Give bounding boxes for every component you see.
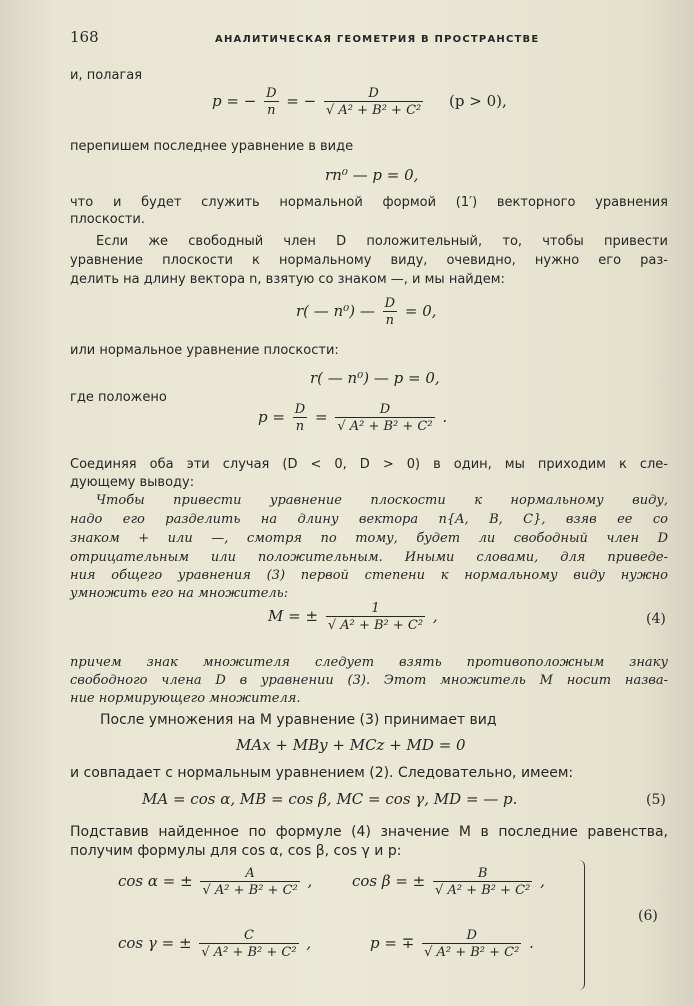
formula-multiplied: MAx + MBy + MCz + MD = 0: [236, 736, 466, 754]
text-line: дующему выводу:: [70, 475, 195, 490]
text-line: Соединяя оба эти случая (D < 0, D > 0) в один, мы приходим к сле-: [70, 457, 668, 472]
text-line: получим формулы для cos α, cos β, cos γ и p:: [70, 843, 402, 859]
formula-cos-alpha: cos α = ± $\frac{A}{\text{√ A² + B² + C²}}$ ,: [118, 866, 313, 898]
formula-normal-form: rn⁰ — p = 0,: [325, 166, 419, 184]
italic-line: умножить его на множитель:: [70, 586, 289, 601]
italic-line: отрицательным или положительным. Иными словами, для приведе-: [70, 550, 668, 565]
text-line: и, полагая: [70, 68, 143, 83]
italic-line: свободного члена D в уравнении (3). Этот множитель M носит назва-: [70, 673, 668, 688]
formula-normalizing-factor: M = ± $\frac{1}{\text{√ A² + B² + C²}}$ ,: [268, 601, 438, 633]
italic-line: причем знак множителя следует взять противоположным знаку: [70, 655, 668, 670]
text-line: плоскости.: [70, 212, 146, 227]
formula-p: p = − $\frac{D}{n}$ = − $\frac{D}{\text{√ A² + B² + C²}}$ (p > 0),: [212, 86, 507, 118]
italic-line: ние нормирующего множителя.: [70, 691, 301, 706]
text-line: что и будет служить нормальной формой (1′) векторного уравнения: [70, 195, 668, 210]
formula-cosines: MA = cos α, MB = cos β, MC = cos γ, MD = — p.: [142, 790, 518, 808]
text-line: уравнение плоскости к нормальному виду, очевидно, нужно его раз-: [70, 253, 668, 268]
italic-line: ния общего уравнения (3) первой степени к нормальному виду нужно: [70, 568, 668, 583]
text-line: Подставив найденное по формуле (4) значение M в последние равенства,: [70, 824, 668, 840]
running-head: АНАЛИТИЧЕСКАЯ ГЕОМЕТРИЯ В ПРОСТРАНСТВЕ: [215, 34, 540, 45]
text-line: или нормальное уравнение плоскости:: [70, 343, 339, 358]
formula-cos-beta: cos β = ± $\frac{B}{\text{√ A² + B² + C²}}$ ,: [352, 866, 545, 898]
formula-p-positive: p = $\frac{D}{n}$ = $\frac{D}{\text{√ A² + B² + C²}}$ .: [258, 402, 448, 434]
italic-line: Чтобы привести уравнение плоскости к нормальному виду,: [96, 493, 668, 508]
text-line: и совпадает с нормальным уравнением (2). Следовательно, имеем:: [70, 765, 574, 781]
text-line: где положено: [70, 390, 167, 405]
formula-p-general: p = ∓ $\frac{D}{\text{√ A² + B² + C²}}$ .: [370, 928, 534, 960]
text-line: перепишем последнее уравнение в виде: [70, 139, 354, 154]
page-number: 168: [70, 28, 99, 46]
text-line: Если же свободный член D положительный, то, чтобы привести: [96, 234, 668, 249]
formula-cos-gamma: cos γ = ± $\frac{C}{\text{√ A² + B² + C²}}$ ,: [118, 928, 312, 960]
text-line: делить на длину вектора n, взятую со знаком —, и мы найдем:: [70, 272, 505, 287]
equation-number: (5): [646, 792, 666, 808]
formula-neg-normal: r( — n⁰) — $\frac{D}{n}$ = 0,: [296, 296, 437, 328]
italic-line: надо его разделить на длину вектора n{A, B, C}, взяв ее со: [70, 512, 668, 527]
italic-line: знаком + или —, смотря по тому, будет ли свободный член D: [70, 531, 668, 546]
formula-normal-eq: r( — n⁰) — p = 0,: [310, 369, 440, 387]
right-brace: [578, 860, 585, 990]
text-line: После умножения на M уравнение (3) принимает вид: [100, 712, 497, 728]
equation-number: (6): [638, 908, 658, 924]
equation-number: (4): [646, 611, 666, 627]
